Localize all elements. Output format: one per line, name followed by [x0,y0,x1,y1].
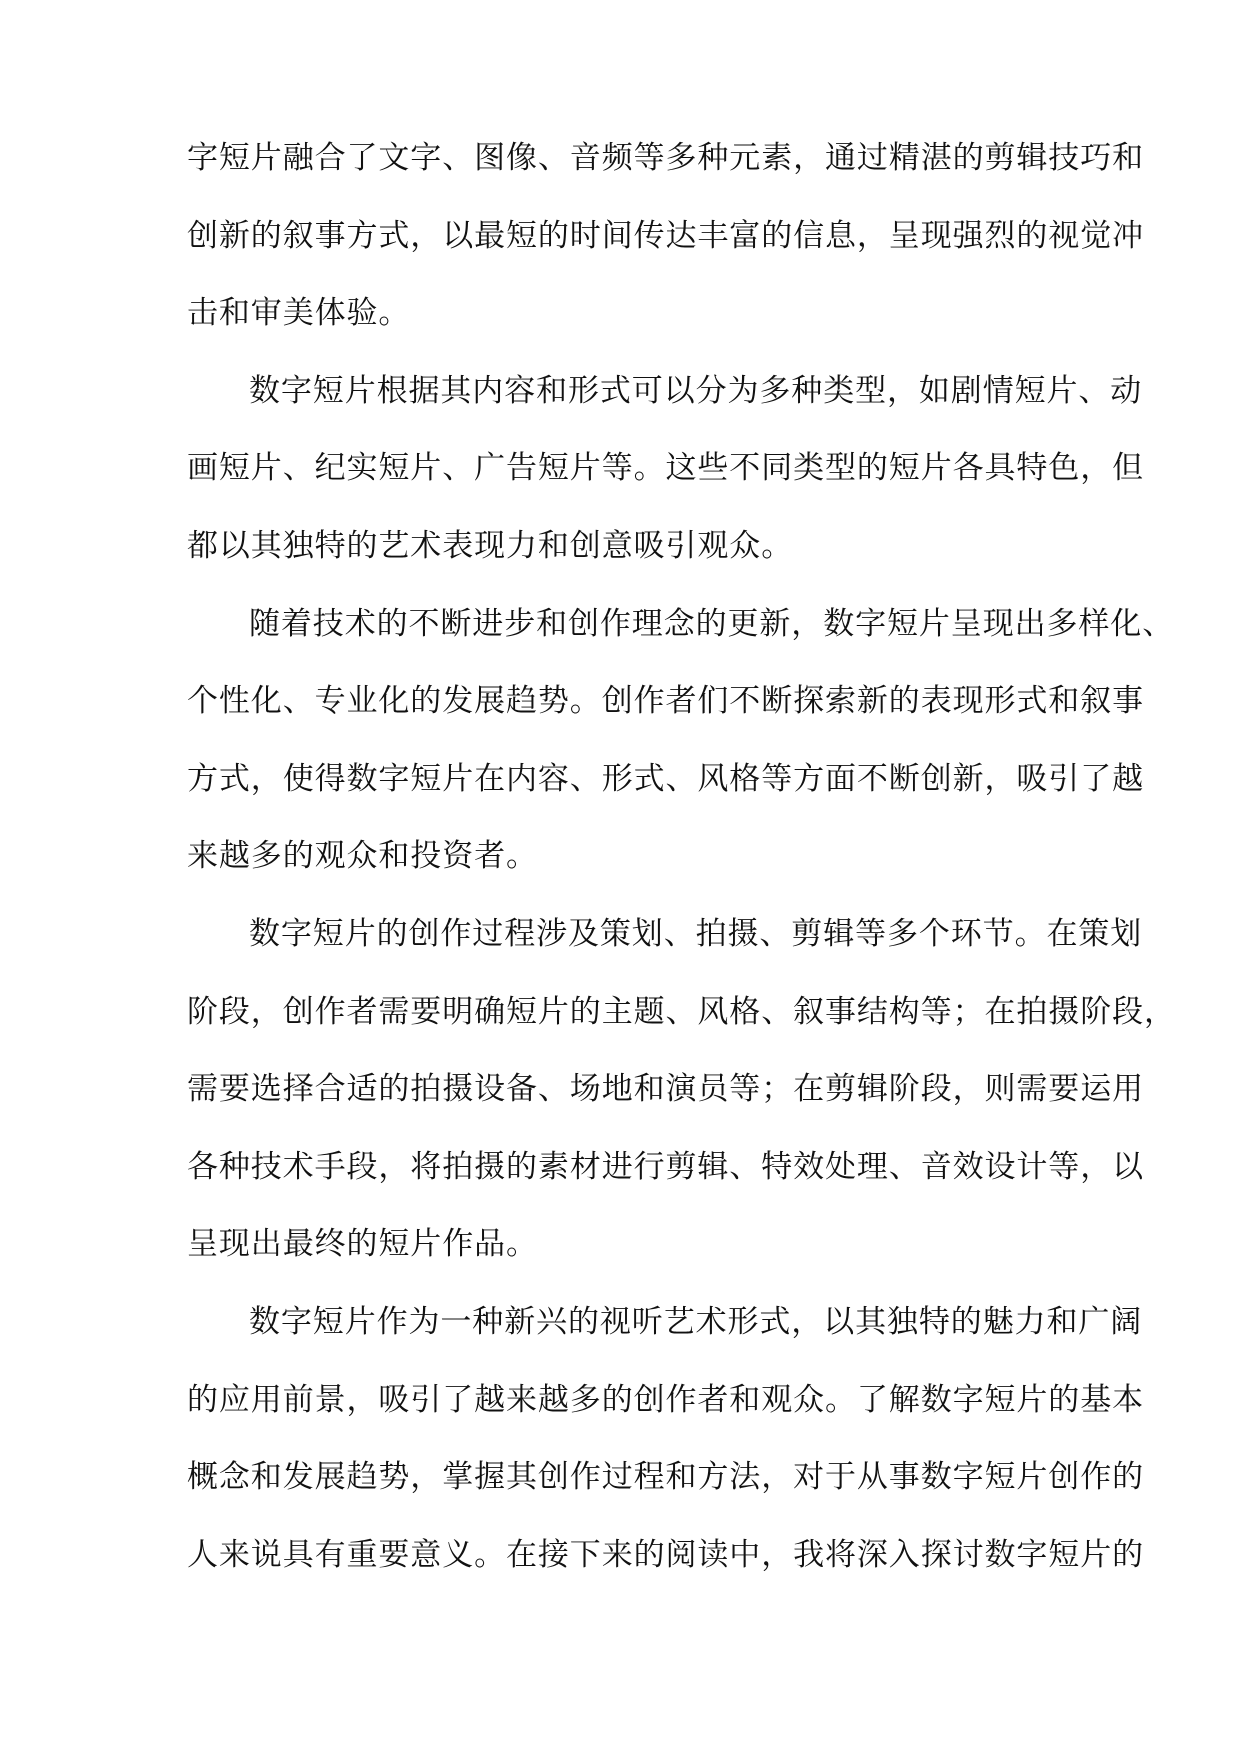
text-line: 方式，使得数字短片在内容、形式、风格等方面不断创新，吸引了越 [187,760,1144,797]
text-line: 个性化、专业化的发展趋势。创作者们不断探索新的表现形式和叙事 [187,683,1144,720]
paragraph-first-line: 数字短片根据其内容和形式可以分为多种类型，如剧情短片、动 [249,372,1143,409]
text-line: 创新的叙事方式，以最短的时间传达丰富的信息，呈现强烈的视觉冲 [187,217,1144,254]
text-line: 各种技术手段，将拍摄的素材进行剪辑、特效处理、音效设计等，以 [187,1148,1144,1185]
text-line: 概念和发展趋势，掌握其创作过程和方法，对于从事数字短片创作的 [187,1459,1144,1496]
text-line: 阶段，创作者需要明确短片的主题、风格、叙事结构等；在拍摄阶段， [187,993,1176,1030]
text-line: 击和审美体验。 [187,295,411,332]
paragraph-first-line: 数字短片作为一种新兴的视听艺术形式，以其独特的魅力和广阔 [249,1303,1143,1340]
text-line: 字短片融合了文字、图像、音频等多种元素，通过精湛的剪辑技巧和 [187,140,1144,176]
paragraph-first-line: 随着技术的不断进步和创作理念的更新，数字短片呈现出多样化、 [249,605,1175,642]
text-line: 画短片、纪实短片、广告短片等。这些不同类型的短片各具特色，但 [187,450,1144,487]
text-line: 来越多的观众和投资者。 [187,838,538,875]
text-line: 的应用前景，吸引了越来越多的创作者和观众。了解数字短片的基本 [187,1381,1144,1418]
body-text [187,140,1176,1617]
text-line: 都以其独特的艺术表现力和创意吸引观众。 [187,527,794,564]
text-line: 人来说具有重要意义。在接下来的阅读中，我将深入探讨数字短片的 [187,1536,1144,1573]
text-line: 需要选择合适的拍摄设备、场地和演员等；在剪辑阶段，则需要运用 [187,1071,1144,1108]
paragraph-first-line: 数字短片的创作过程涉及策划、拍摄、剪辑等多个环节。在策划 [249,915,1143,952]
text-line: 呈现出最终的短片作品。 [187,1226,538,1263]
